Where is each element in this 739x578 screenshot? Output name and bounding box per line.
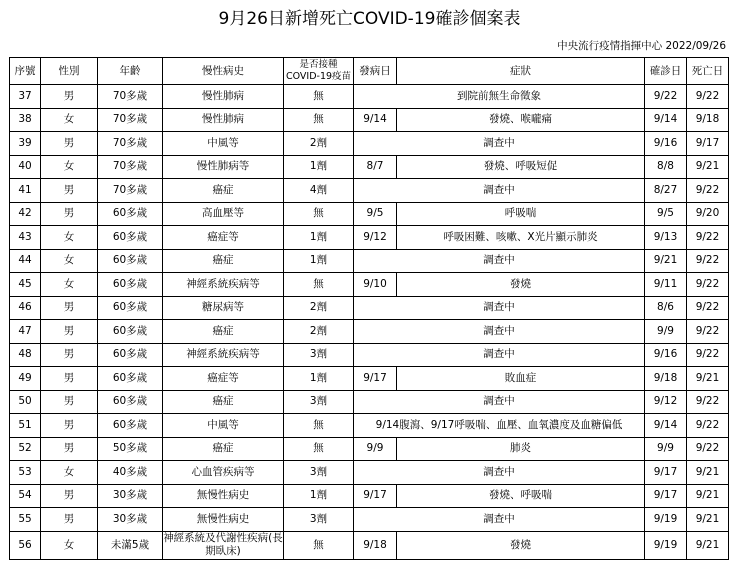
cell-sex: 男 — [41, 343, 98, 367]
cell-age: 未滿5歲 — [98, 531, 163, 559]
cell-age: 60多歲 — [98, 414, 163, 438]
cell-confirmed: 9/18 — [645, 367, 687, 391]
table-row — [10, 202, 729, 226]
table-row — [10, 367, 729, 391]
table-row — [10, 390, 729, 414]
cell-sex: 男 — [41, 85, 98, 109]
cell-sex: 女 — [41, 273, 98, 297]
cell-sex: 女 — [41, 249, 98, 273]
cell-age: 60多歲 — [98, 273, 163, 297]
cell-confirmed: 9/9 — [645, 437, 687, 461]
cell-sex: 男 — [41, 437, 98, 461]
cell-death: 9/22 — [687, 414, 729, 438]
cell-confirmed: 9/21 — [645, 249, 687, 273]
cell-age: 50多歲 — [98, 437, 163, 461]
cell-death: 9/22 — [687, 343, 729, 367]
cell-death: 9/21 — [687, 531, 729, 559]
cell-no: 43 — [10, 226, 41, 250]
cell-death: 9/22 — [687, 390, 729, 414]
cell-confirmed: 8/8 — [645, 155, 687, 179]
table-row — [10, 343, 729, 367]
cell-symptoms: 發燒 — [397, 273, 645, 297]
table-row — [10, 179, 729, 203]
cell-symptoms: 肺炎 — [397, 437, 645, 461]
table-row — [10, 132, 729, 156]
cell-death: 9/21 — [687, 367, 729, 391]
header-chronic: 慢性病史 — [163, 58, 284, 85]
cell-chronic: 癌症等 — [163, 226, 284, 250]
table-row — [10, 155, 729, 179]
cell-death: 9/22 — [687, 437, 729, 461]
cell-vaccine: 無 — [284, 414, 354, 438]
table-header-row — [10, 58, 729, 85]
cell-confirmed: 9/22 — [645, 85, 687, 109]
table-row — [10, 296, 729, 320]
cell-chronic: 高血壓等 — [163, 202, 284, 226]
cell-no: 51 — [10, 414, 41, 438]
cell-confirmed: 8/6 — [645, 296, 687, 320]
cell-symptoms: 調查中 — [354, 132, 645, 156]
table-row — [10, 108, 729, 132]
cell-no: 47 — [10, 320, 41, 344]
cell-vaccine: 無 — [284, 202, 354, 226]
cell-vaccine: 無 — [284, 108, 354, 132]
cell-confirmed: 9/13 — [645, 226, 687, 250]
cell-sex: 女 — [41, 461, 98, 485]
cell-sex: 男 — [41, 179, 98, 203]
cell-chronic: 癌症 — [163, 179, 284, 203]
cell-no: 55 — [10, 508, 41, 532]
cell-age: 40多歲 — [98, 461, 163, 485]
cell-vaccine: 無 — [284, 437, 354, 461]
cell-no: 37 — [10, 85, 41, 109]
table-row — [10, 414, 729, 438]
page-title: 9月26日新增死亡COVID-19確診個案表 — [218, 9, 521, 29]
cell-no: 52 — [10, 437, 41, 461]
cell-onset: 9/12 — [354, 226, 397, 250]
cell-confirmed: 9/17 — [645, 461, 687, 485]
cell-vaccine: 無 — [284, 85, 354, 109]
cell-vaccine: 3劑 — [284, 461, 354, 485]
cell-symptoms: 呼吸困難、咳嗽、X光片顯示肺炎 — [397, 226, 645, 250]
cell-chronic: 中風等 — [163, 414, 284, 438]
cell-confirmed: 8/27 — [645, 179, 687, 203]
cell-chronic: 神經系統疾病等 — [163, 343, 284, 367]
cell-chronic: 糖尿病等 — [163, 296, 284, 320]
cell-age: 30多歲 — [98, 484, 163, 508]
cell-symptoms: 調查中 — [354, 343, 645, 367]
cell-symptoms: 敗血症 — [397, 367, 645, 391]
cell-death: 9/17 — [687, 132, 729, 156]
cell-symptoms: 發燒、呼吸短促 — [397, 155, 645, 179]
cell-vaccine: 2劑 — [284, 320, 354, 344]
cell-sex: 男 — [41, 390, 98, 414]
cell-symptoms: 調查中 — [354, 179, 645, 203]
cell-symptoms: 呼吸喘 — [397, 202, 645, 226]
cell-onset: 9/18 — [354, 531, 397, 559]
cell-death: 9/22 — [687, 249, 729, 273]
cell-confirmed: 9/14 — [645, 414, 687, 438]
cell-symptoms: 調查中 — [354, 461, 645, 485]
cell-sex: 男 — [41, 320, 98, 344]
cell-death: 9/21 — [687, 155, 729, 179]
header-confirmed: 確診日 — [645, 58, 687, 85]
header-age: 年齡 — [98, 58, 163, 85]
cell-no: 50 — [10, 390, 41, 414]
cell-no: 40 — [10, 155, 41, 179]
cell-chronic: 中風等 — [163, 132, 284, 156]
cell-confirmed: 9/12 — [645, 390, 687, 414]
cell-symptoms: 調查中 — [354, 320, 645, 344]
cell-chronic: 慢性肺病 — [163, 85, 284, 109]
table-row — [10, 273, 729, 297]
cell-sex: 男 — [41, 296, 98, 320]
table-row — [10, 85, 729, 109]
cell-chronic: 癌症 — [163, 249, 284, 273]
cell-death: 9/21 — [687, 508, 729, 532]
cell-confirmed: 9/16 — [645, 132, 687, 156]
header-vaccine-line1: 是否接種 — [299, 59, 338, 70]
death-cases-table — [9, 57, 729, 560]
table-row — [10, 531, 729, 559]
header-sex: 性別 — [41, 58, 98, 85]
cell-chronic: 癌症等 — [163, 367, 284, 391]
cell-confirmed: 9/19 — [645, 531, 687, 559]
cell-onset: 9/14 — [354, 108, 397, 132]
cell-sex: 女 — [41, 531, 98, 559]
cell-chronic: 慢性肺病 — [163, 108, 284, 132]
cell-no: 45 — [10, 273, 41, 297]
cell-sex: 男 — [41, 508, 98, 532]
cell-confirmed: 9/16 — [645, 343, 687, 367]
cell-age: 30多歲 — [98, 508, 163, 532]
header-death: 死亡日 — [687, 58, 729, 85]
table-row — [10, 249, 729, 273]
cell-sex: 女 — [41, 108, 98, 132]
cell-death: 9/22 — [687, 179, 729, 203]
cell-age: 60多歲 — [98, 249, 163, 273]
cell-onset: 9/17 — [354, 367, 397, 391]
cell-death: 9/22 — [687, 273, 729, 297]
cell-sex: 男 — [41, 367, 98, 391]
cell-chronic: 無慢性病史 — [163, 484, 284, 508]
cell-chronic: 神經系統及代謝性疾病(長期臥床) — [163, 532, 283, 557]
cell-death: 9/21 — [687, 461, 729, 485]
cell-chronic: 心血管疾病等 — [163, 461, 284, 485]
cell-death: 9/20 — [687, 202, 729, 226]
cell-no: 41 — [10, 179, 41, 203]
cell-vaccine: 1劑 — [284, 249, 354, 273]
cell-chronic: 無慢性病史 — [163, 508, 284, 532]
table-row — [10, 437, 729, 461]
cell-age: 60多歲 — [98, 202, 163, 226]
cell-vaccine: 3劑 — [284, 508, 354, 532]
cell-death: 9/22 — [687, 296, 729, 320]
cell-symptoms: 調查中 — [354, 508, 645, 532]
table-row — [10, 226, 729, 250]
cell-death: 9/21 — [687, 484, 729, 508]
cell-sex: 男 — [41, 484, 98, 508]
cell-symptoms: 9/14腹瀉、9/17呼吸喘、血壓、血氧濃度及血糖偏低 — [354, 414, 645, 438]
cell-onset: 8/7 — [354, 155, 397, 179]
cell-chronic: 神經系統疾病等 — [163, 273, 284, 297]
header-vaccine-line2: COVID-19疫苗 — [285, 71, 352, 82]
cell-no: 44 — [10, 249, 41, 273]
cell-age: 60多歲 — [98, 390, 163, 414]
cell-age: 60多歲 — [98, 296, 163, 320]
header-no: 序號 — [10, 58, 41, 85]
cell-vaccine: 1劑 — [284, 155, 354, 179]
cell-sex: 男 — [41, 132, 98, 156]
cell-symptoms: 調查中 — [354, 249, 645, 273]
issuer-and-date: 中央流行疫情指揮中心 2022/09/26 — [557, 40, 726, 52]
cell-confirmed: 9/19 — [645, 508, 687, 532]
cell-no: 53 — [10, 461, 41, 485]
table-row — [10, 461, 729, 485]
cell-vaccine: 1劑 — [284, 484, 354, 508]
cell-age: 70多歲 — [98, 155, 163, 179]
cell-onset: 9/5 — [354, 202, 397, 226]
cell-sex: 女 — [41, 155, 98, 179]
cell-death: 9/22 — [687, 320, 729, 344]
header-onset: 發病日 — [354, 58, 397, 85]
cell-age: 70多歲 — [98, 108, 163, 132]
cell-symptoms: 調查中 — [354, 390, 645, 414]
cell-onset: 9/17 — [354, 484, 397, 508]
cell-vaccine: 1劑 — [284, 226, 354, 250]
cell-vaccine: 2劑 — [284, 296, 354, 320]
cell-vaccine: 無 — [284, 273, 354, 297]
table-row — [10, 508, 729, 532]
cell-age: 60多歲 — [98, 226, 163, 250]
header-symptoms: 症狀 — [397, 58, 645, 85]
cell-symptoms: 發燒 — [397, 531, 645, 559]
cell-age: 70多歲 — [98, 132, 163, 156]
cell-vaccine: 1劑 — [284, 367, 354, 391]
cell-age: 60多歲 — [98, 320, 163, 344]
cell-no: 42 — [10, 202, 41, 226]
cell-vaccine: 3劑 — [284, 390, 354, 414]
cell-no: 49 — [10, 367, 41, 391]
cell-sex: 女 — [41, 226, 98, 250]
cell-symptoms: 發燒、喉嚨痛 — [397, 108, 645, 132]
cell-symptoms: 到院前無生命徵象 — [354, 85, 645, 109]
cell-no: 54 — [10, 484, 41, 508]
cell-no: 39 — [10, 132, 41, 156]
cell-confirmed: 9/5 — [645, 202, 687, 226]
cell-death: 9/18 — [687, 108, 729, 132]
cell-sex: 男 — [41, 202, 98, 226]
cell-age: 70多歲 — [98, 85, 163, 109]
table-row — [10, 484, 729, 508]
cell-death: 9/22 — [687, 85, 729, 109]
table-row — [10, 320, 729, 344]
header-vaccine — [284, 58, 354, 85]
cell-confirmed: 9/14 — [645, 108, 687, 132]
cell-symptoms: 發燒、呼吸喘 — [397, 484, 645, 508]
cell-death: 9/22 — [687, 226, 729, 250]
cell-no: 46 — [10, 296, 41, 320]
cell-onset: 9/9 — [354, 437, 397, 461]
cell-chronic: 癌症 — [163, 390, 284, 414]
cell-vaccine: 3劑 — [284, 343, 354, 367]
cell-sex: 男 — [41, 414, 98, 438]
cell-chronic: 癌症 — [163, 320, 284, 344]
cell-onset: 9/10 — [354, 273, 397, 297]
cell-age: 60多歲 — [98, 343, 163, 367]
cell-symptoms: 調查中 — [354, 296, 645, 320]
cell-chronic: 慢性肺病等 — [163, 155, 284, 179]
cell-age: 70多歲 — [98, 179, 163, 203]
cell-no: 38 — [10, 108, 41, 132]
cell-age: 60多歲 — [98, 367, 163, 391]
cell-vaccine: 無 — [284, 531, 354, 559]
cell-vaccine: 2劑 — [284, 132, 354, 156]
cell-confirmed: 9/17 — [645, 484, 687, 508]
cell-confirmed: 9/9 — [645, 320, 687, 344]
cell-no: 48 — [10, 343, 41, 367]
cell-chronic: 癌症 — [163, 437, 284, 461]
cell-no: 56 — [10, 531, 41, 559]
cell-vaccine: 4劑 — [284, 179, 354, 203]
cell-confirmed: 9/11 — [645, 273, 687, 297]
